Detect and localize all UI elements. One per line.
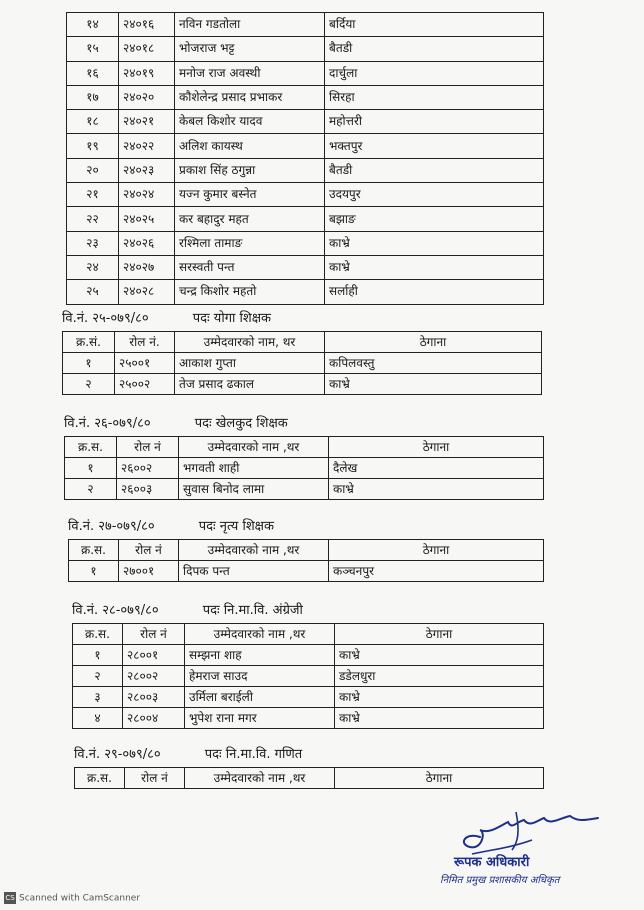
table-row <box>65 479 544 500</box>
serial-number-cell: १४ <box>67 13 119 37</box>
table-header-row <box>63 332 542 353</box>
roll-number-cell: २४०१६ <box>119 13 175 37</box>
table-header-row <box>75 768 544 789</box>
serial-number-cell: २२ <box>67 207 119 231</box>
candidate-name-cell: सम्झना शाह <box>185 645 335 666</box>
candidate-name-cell: सुवास बिनोद लामा <box>179 479 329 500</box>
section-header-25 <box>62 308 271 326</box>
candidate-name-cell: रश्मिला तामाङ <box>175 231 325 255</box>
serial-number-cell: २ <box>73 666 123 687</box>
roll-number-cell: २४०२३ <box>119 158 175 182</box>
address-cell: बैतडी <box>325 37 544 61</box>
section-header-28 <box>72 600 303 618</box>
table-row <box>73 666 544 687</box>
table-row <box>67 85 544 109</box>
table-row <box>67 158 544 182</box>
address-cell: काभ्रे <box>335 687 544 708</box>
address-cell: भक्तपुर <box>325 134 544 158</box>
table-row <box>67 110 544 134</box>
post-title: पदः योगा शिक्षक <box>192 311 272 326</box>
candidate-table-29 <box>74 767 544 789</box>
roll-number-cell: २४०२२ <box>119 134 175 158</box>
signatory-title: निमित प्रमुख प्रशासकीय अधिकृत <box>440 875 560 886</box>
column-header: ठेगाना <box>335 768 544 789</box>
table-row <box>63 374 542 395</box>
candidate-name-cell: मनोज राज अवस्थी <box>175 61 325 85</box>
post-title: पदः नृत्य शिक्षक <box>198 519 274 534</box>
roll-number-cell: २६००२ <box>117 458 179 479</box>
table-row <box>73 687 544 708</box>
candidate-name-cell: भगवती शाही <box>179 458 329 479</box>
serial-number-cell: १ <box>63 353 115 374</box>
column-header: ठेगाना <box>335 624 544 645</box>
roll-number-cell: २५००१ <box>115 353 175 374</box>
roll-number-cell: २८००२ <box>123 666 185 687</box>
serial-number-cell: १६ <box>67 61 119 85</box>
candidate-name-cell: नविन गडतोला <box>175 13 325 37</box>
roll-number-cell: २५००२ <box>115 374 175 395</box>
roll-number-cell: २४०१८ <box>119 37 175 61</box>
candidate-name-cell: उर्मिला बराईली <box>185 687 335 708</box>
column-header: रोल नं <box>123 624 185 645</box>
roll-number-cell: २४०२८ <box>119 280 175 304</box>
serial-number-cell: १ <box>65 458 117 479</box>
column-header: क्र.स. <box>69 540 119 561</box>
column-header: रोल नं <box>119 540 179 561</box>
table-header-row <box>65 437 544 458</box>
table-row <box>63 353 542 374</box>
roll-number-cell: २४०२६ <box>119 231 175 255</box>
address-cell: सिरहा <box>325 85 544 109</box>
serial-number-cell: १८ <box>67 110 119 134</box>
address-cell: काभ्रे <box>325 374 542 395</box>
serial-number-cell: २३ <box>67 231 119 255</box>
address-cell: काभ्रे <box>325 255 544 279</box>
serial-number-cell: २४ <box>67 255 119 279</box>
candidate-name-cell: आकाश गुप्ता <box>175 353 325 374</box>
serial-number-cell: २ <box>65 479 117 500</box>
serial-number-cell: २५ <box>67 280 119 304</box>
roll-number-cell: २८००४ <box>123 708 185 729</box>
column-header: ठेगाना <box>329 437 544 458</box>
serial-number-cell: १९ <box>67 134 119 158</box>
address-cell: दार्चुला <box>325 61 544 85</box>
column-header: उम्मेदवारको नाम, थर <box>175 332 325 353</box>
table-row <box>73 708 544 729</box>
scanner-watermark <box>4 892 140 904</box>
column-header: रोल नं <box>125 768 185 789</box>
serial-number-cell: २० <box>67 158 119 182</box>
address-cell: डडेलधुरा <box>335 666 544 687</box>
table-row <box>69 561 544 582</box>
serial-number-cell: १ <box>73 645 123 666</box>
table-row <box>67 231 544 255</box>
ad-number: वि.नं. २८-०७९/८० <box>72 603 159 618</box>
table-header-row <box>73 624 544 645</box>
column-header: क्र.स. <box>75 768 125 789</box>
post-title: पदः नि.मा.वि. अंग्रेजी <box>202 603 303 618</box>
post-title: पदः नि.मा.वि. गणित <box>204 747 303 762</box>
serial-number-cell: १५ <box>67 37 119 61</box>
candidate-name-cell: कौशेलेन्द्र प्रसाद प्रभाकर <box>175 85 325 109</box>
candidate-name-cell: केबल किशोर यादव <box>175 110 325 134</box>
address-cell: कञ्चनपुर <box>329 561 544 582</box>
column-header: रोल नं <box>117 437 179 458</box>
camscanner-logo-icon: CS <box>5 894 15 902</box>
table-row <box>67 134 544 158</box>
column-header: उम्मेदवारको नाम ,थर <box>179 437 329 458</box>
column-header: उम्मेदवारको नाम ,थर <box>179 540 329 561</box>
address-cell: सर्लाही <box>325 280 544 304</box>
address-cell: काभ्रे <box>335 645 544 666</box>
roll-number-cell: २७००१ <box>119 561 179 582</box>
address-cell: बैतडी <box>325 158 544 182</box>
signatory-name: रूपक अधिकारी <box>454 855 530 870</box>
address-cell: कपिलवस्तु <box>325 353 542 374</box>
table-row <box>67 255 544 279</box>
column-header: उम्मेदवारको नाम ,थर <box>185 768 335 789</box>
candidate-name-cell: अलिश कायस्थ <box>175 134 325 158</box>
address-cell: बर्दिया <box>325 13 544 37</box>
serial-number-cell: १७ <box>67 85 119 109</box>
table-row <box>67 13 544 37</box>
ad-number: वि.नं. २६-०७९/८० <box>64 416 151 431</box>
table-row <box>67 183 544 207</box>
candidate-table-28 <box>72 623 544 729</box>
roll-number-cell: २४०२० <box>119 85 175 109</box>
candidate-table-25 <box>62 331 542 395</box>
section-header-26 <box>64 413 288 431</box>
candidate-table-26 <box>64 436 544 500</box>
address-cell: काभ्रे <box>335 708 544 729</box>
candidate-name-cell: भुपेश राना मगर <box>185 708 335 729</box>
candidate-name-cell: भोजराज भट्ट <box>175 37 325 61</box>
table-row <box>73 645 544 666</box>
address-cell: बझाङ <box>325 207 544 231</box>
serial-number-cell: २ <box>63 374 115 395</box>
serial-number-cell: ४ <box>73 708 123 729</box>
table-row <box>67 61 544 85</box>
roll-number-cell: २४०२४ <box>119 183 175 207</box>
roll-number-cell: २८००१ <box>123 645 185 666</box>
column-header: क्र.स. <box>73 624 123 645</box>
roll-number-cell: २६००३ <box>117 479 179 500</box>
watermark-text: Scanned with CamScanner <box>19 893 141 904</box>
serial-number-cell: ३ <box>73 687 123 708</box>
table-row <box>65 458 544 479</box>
address-cell: उदयपुर <box>325 183 544 207</box>
candidate-name-cell: सरस्वती पन्त <box>175 255 325 279</box>
candidate-table-27 <box>68 539 544 582</box>
table-row <box>67 207 544 231</box>
candidate-name-cell: कर बहादुर महत <box>175 207 325 231</box>
candidate-name-cell: हेमराज साउद <box>185 666 335 687</box>
candidate-table-24 <box>66 12 544 305</box>
column-header: उम्मेदवारको नाम ,थर <box>185 624 335 645</box>
roll-number-cell: २४०२७ <box>119 255 175 279</box>
table-row <box>67 37 544 61</box>
ad-number: वि.नं. २९-०७९/८० <box>74 747 161 762</box>
table-header-row <box>69 540 544 561</box>
candidate-name-cell: दिपक पन्त <box>179 561 329 582</box>
post-title: पदः खेलकुद शिक्षक <box>194 416 288 431</box>
serial-number-cell: १ <box>69 561 119 582</box>
roll-number-cell: २४०१९ <box>119 61 175 85</box>
candidate-name-cell: प्रकाश सिंह ठगुन्ना <box>175 158 325 182</box>
roll-number-cell: २४०२१ <box>119 110 175 134</box>
address-cell: काभ्रे <box>325 231 544 255</box>
column-header: ठेगाना <box>329 540 544 561</box>
serial-number-cell: २१ <box>67 183 119 207</box>
column-header: क्र.सं. <box>63 332 115 353</box>
column-header: ठेगाना <box>325 332 542 353</box>
ad-number: वि.नं. २५-०७९/८० <box>62 311 149 326</box>
column-header: रोल नं. <box>115 332 175 353</box>
roll-number-cell: २८००३ <box>123 687 185 708</box>
candidate-name-cell: चन्द्र किशोर महतो <box>175 280 325 304</box>
section-header-27 <box>68 516 274 534</box>
address-cell: काभ्रे <box>329 479 544 500</box>
address-cell: दैलेख <box>329 458 544 479</box>
ad-number: वि.नं. २७-०७९/८० <box>68 519 155 534</box>
column-header: क्र.स. <box>65 437 117 458</box>
address-cell: महोत्तरी <box>325 110 544 134</box>
table-row <box>67 280 544 304</box>
candidate-name-cell: तेज प्रसाद ढकाल <box>175 374 325 395</box>
section-header-29 <box>74 744 302 762</box>
roll-number-cell: २४०२५ <box>119 207 175 231</box>
candidate-name-cell: यज्न कुमार बस्नेत <box>175 183 325 207</box>
